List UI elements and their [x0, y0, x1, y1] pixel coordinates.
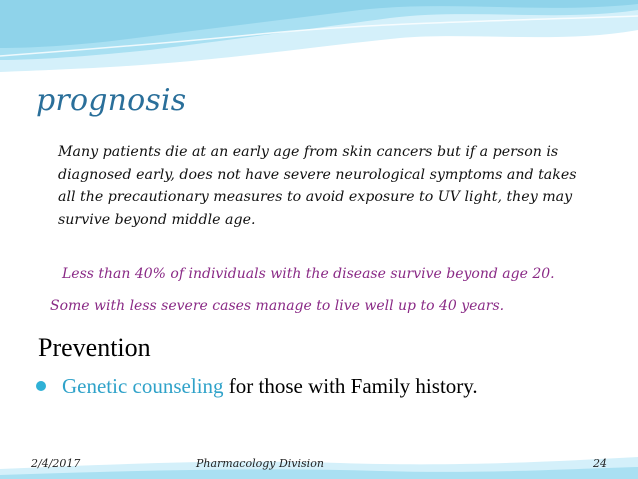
bullet-dot-icon [36, 381, 46, 391]
footer-date: 2/4/2017 [31, 457, 81, 470]
top-wave-decoration [0, 0, 638, 90]
prevention-bullet [36, 374, 478, 399]
slide-title: prognosis [36, 83, 187, 118]
footer-page-number: 24 [593, 457, 607, 470]
footer-organization: Pharmacology Division [196, 457, 324, 470]
survival-stat-1: Less than 40% of individuals with the disease survive beyond age 20. [62, 266, 555, 282]
prognosis-paragraph: Many patients die at an early age from skin cancers but if a person is diagnosed early, does not have severe neurological symptoms and takes all the precautionary measures to avoid exposure to UV light, they may survive beyond middle age. [58, 144, 577, 228]
bullet-highlight-text: Genetic counseling [62, 374, 224, 398]
survival-stat-2: Some with less severe cases manage to live well up to 40 years. [50, 298, 505, 314]
bullet-rest-text: for those with Family history. [223, 374, 478, 398]
section-heading-prevention: Prevention [38, 333, 151, 362]
